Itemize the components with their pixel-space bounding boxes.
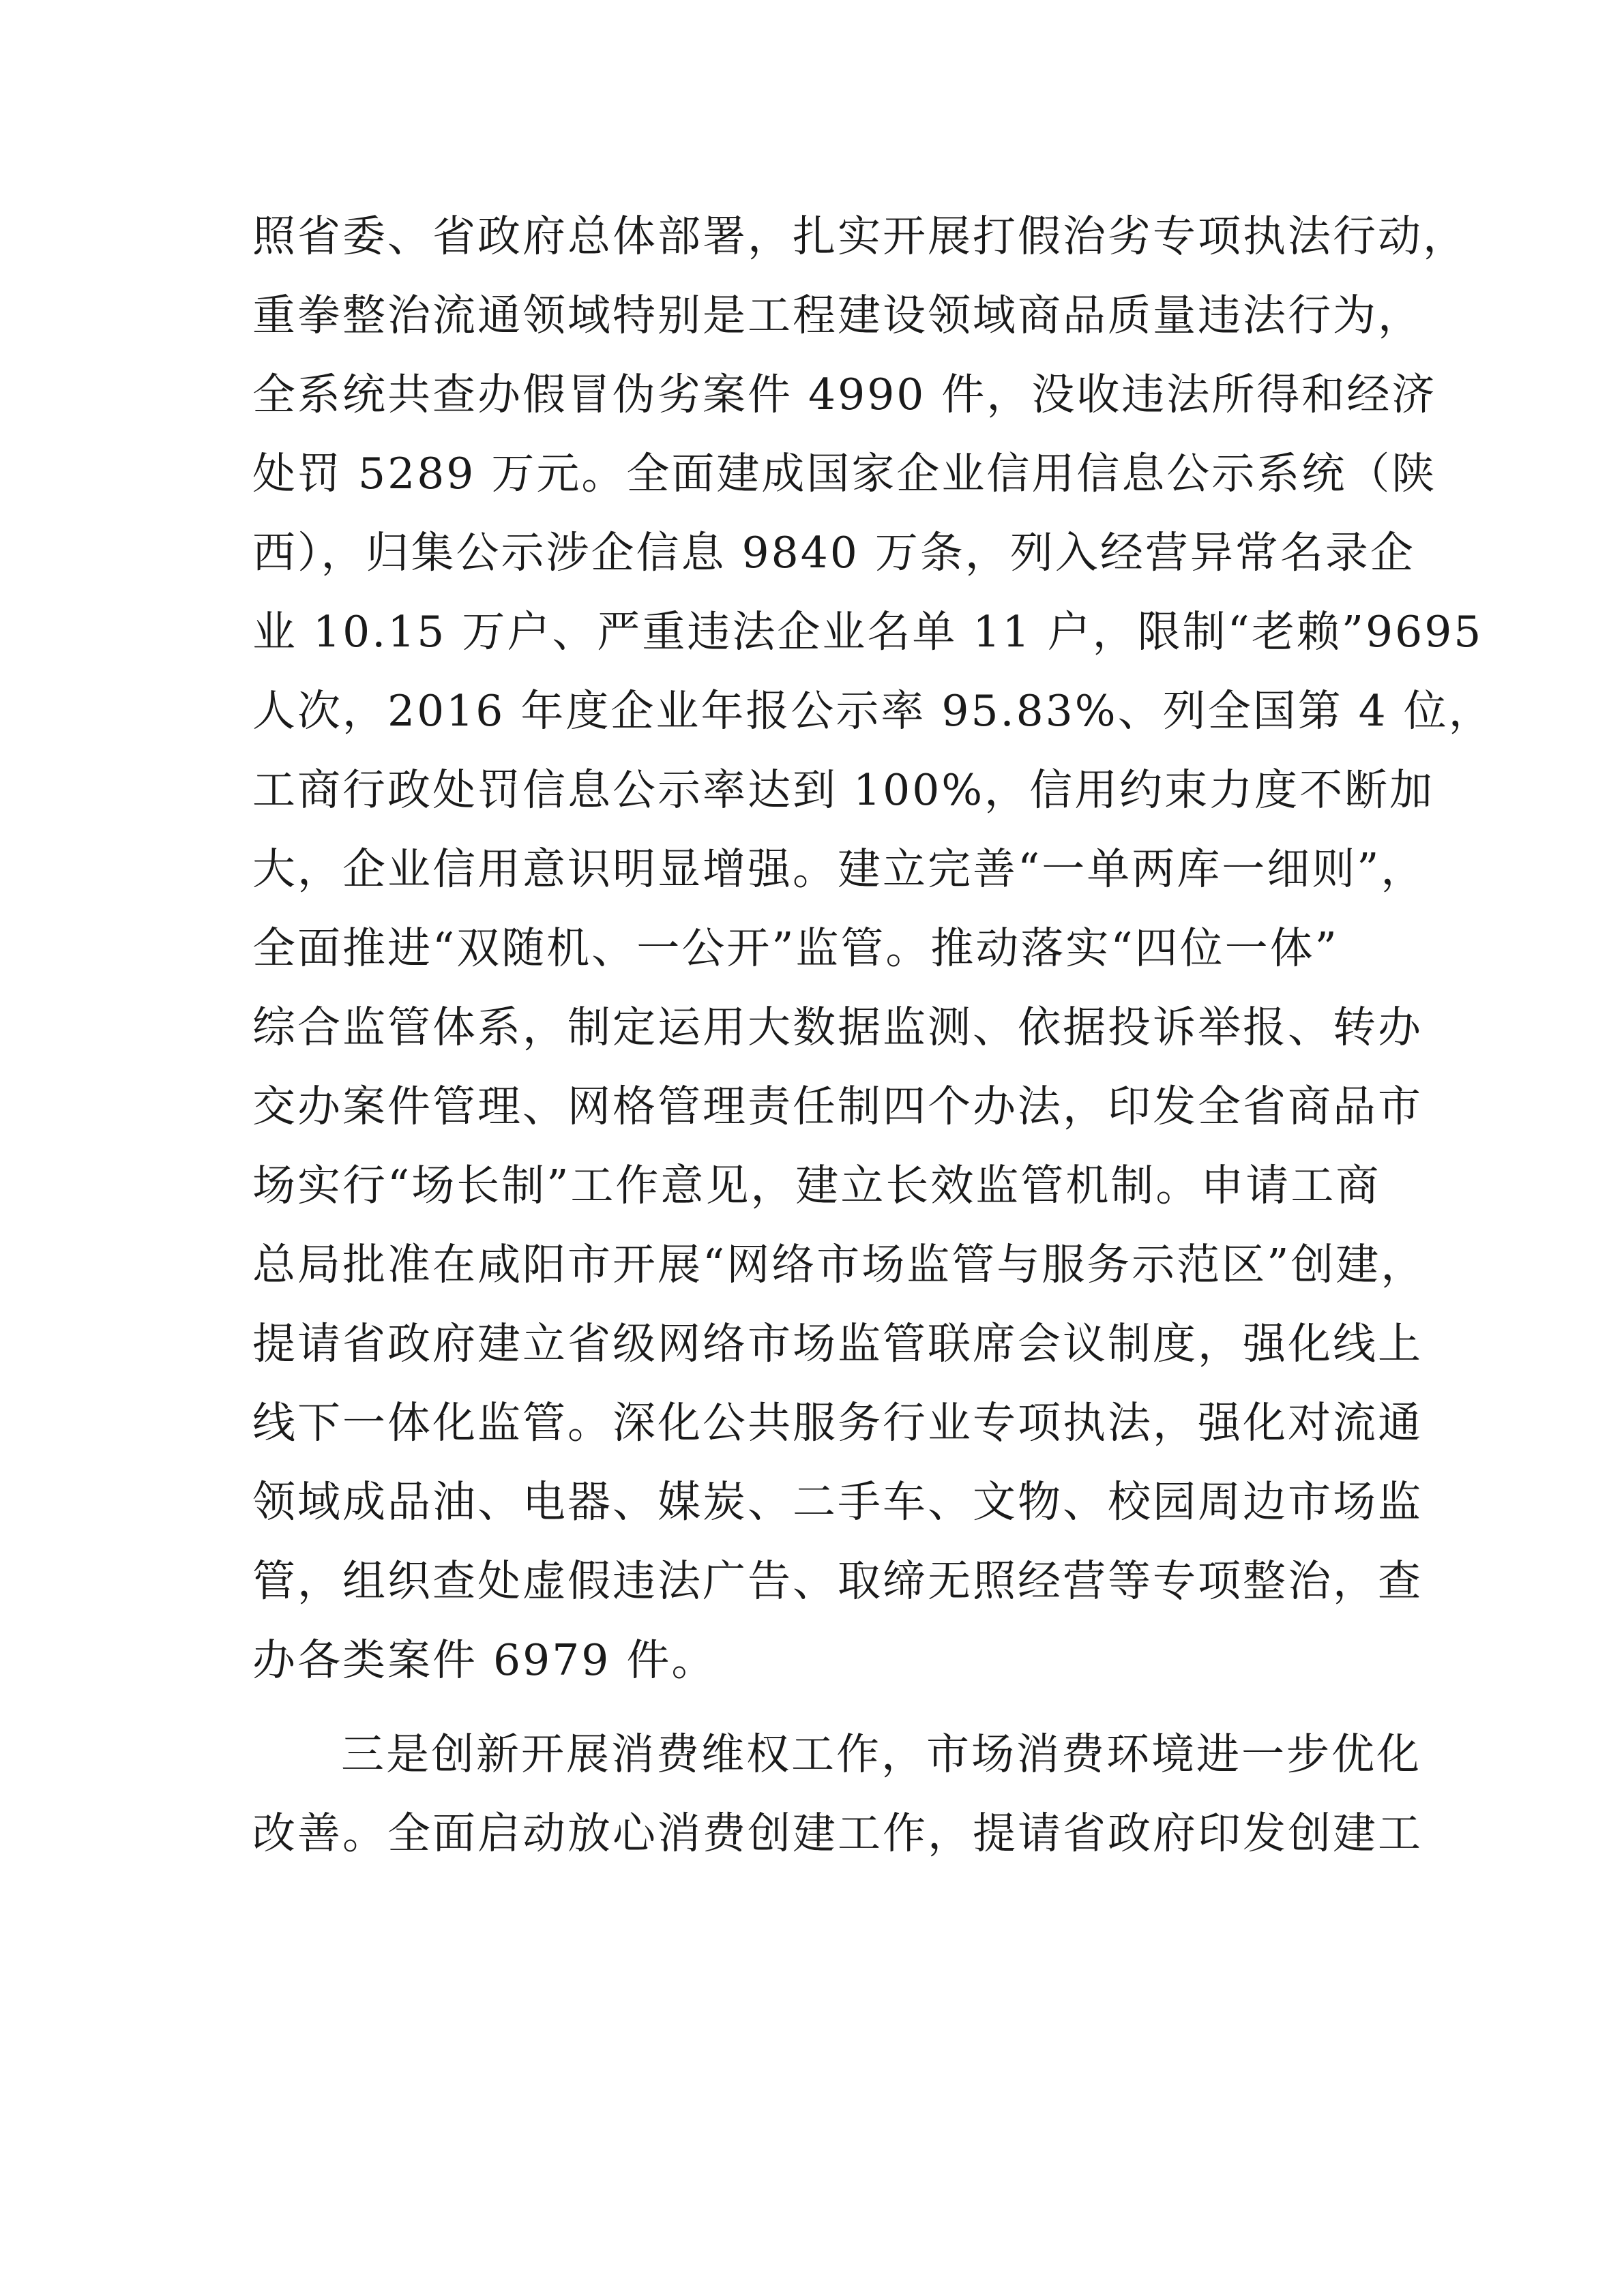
text-line: 大，企业信用意识明显增强。建立完善“一单两库一细则”， [252, 844, 1426, 894]
text-line: 业 10.15 万户、严重违法企业名单 11 户，限制“老赖”9695 [252, 607, 1483, 657]
text-line: 全面推进“双随机、一公开”监管。推动落实“四位一体” [252, 923, 1339, 973]
text-line: 提请省政府建立省级网络市场监管联席会议制度，强化线上 [252, 1319, 1423, 1369]
text-line: 总局批准在咸阳市开展“网络市场监管与服务示范区”创建， [252, 1240, 1426, 1289]
text-line: 人次，2016 年度企业年报公示率 95.83%、列全国第 4 位， [252, 686, 1494, 736]
text-line: 西），归集公示涉企信息 9840 万条，列入经营异常名录企 [252, 528, 1415, 578]
text-line: 领域成品油、电器、媒炭、二手车、文物、校园周边市场监 [252, 1477, 1423, 1527]
text-line: 处罚 5289 万元。全面建成国家企业信用信息公示系统（陕 [252, 449, 1437, 498]
text-line: 场实行“场长制”工作意见，建立长效监管机制。申请工商 [252, 1161, 1381, 1210]
text-line: 全系统共查办假冒伪劣案件 4990 件，没收违法所得和经济 [252, 370, 1437, 419]
text-line: 重拳整治流通领域特别是工程建设领域商品质量违法行为， [252, 290, 1423, 340]
text-line: 三是创新开展消费维权工作，市场消费环境进一步优化 [341, 1729, 1421, 1779]
text-line: 交办案件管理、网格管理责任制四个办法，印发全省商品市 [252, 1082, 1423, 1131]
text-line: 管，组织查处虚假违法广告、取缔无照经营等专项整治，查 [252, 1556, 1423, 1606]
text-line: 线下一体化监管。深化公共服务行业专项执法，强化对流通 [252, 1398, 1423, 1448]
text-line: 改善。全面启动放心消费创建工作，提请省政府印发创建工 [252, 1808, 1423, 1858]
text-line: 综合监管体系，制定运用大数据监测、依据投诉举报、转办 [252, 1002, 1423, 1052]
text-line: 办各类案件 6979 件。 [252, 1635, 717, 1685]
text-line: 工商行政处罚信息公示率达到 100%，信用约束力度不断加 [252, 765, 1435, 815]
text-line: 照省委、省政府总体部署，扎实开展打假治劣专项执法行动， [252, 211, 1468, 261]
